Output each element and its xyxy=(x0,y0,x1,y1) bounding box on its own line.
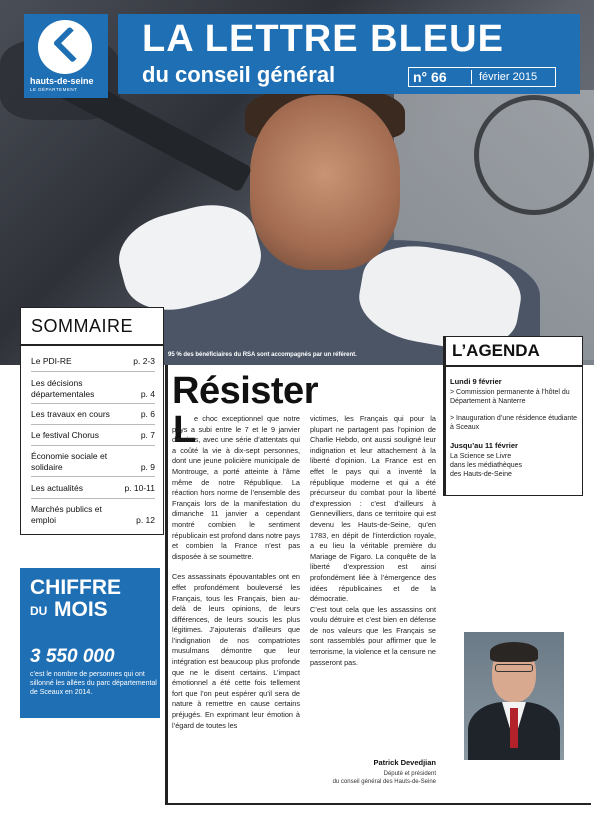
toc-item[interactable] xyxy=(31,451,155,473)
toc-item-page: p. 9 xyxy=(140,462,155,472)
article-rule xyxy=(165,365,168,805)
toc-item[interactable] xyxy=(31,378,155,400)
mechanic-face xyxy=(250,95,400,270)
toc-item-label: Marchés publics et emploi xyxy=(31,504,102,525)
toc-item-label: Le PDI-RE xyxy=(31,356,72,366)
logo-subtitle: LE DÉPARTEMENT xyxy=(30,87,78,92)
issue-number: n° 66 xyxy=(413,69,447,85)
toc-item[interactable] xyxy=(31,409,155,420)
agenda-title: L’AGENDA xyxy=(452,341,540,360)
toc-title: SOMMAIRE xyxy=(31,316,134,336)
toc-divider xyxy=(31,371,155,372)
figure-value: 3 550 000 xyxy=(30,646,115,667)
editorial-title: Résister xyxy=(172,370,318,412)
figure-of-the-month xyxy=(20,568,160,718)
toc-item[interactable] xyxy=(31,356,155,367)
toc-item-page: p. 7 xyxy=(140,430,155,440)
toc-item-page: p. 10-11 xyxy=(124,483,155,493)
editorial-paragraph: Ces assassinats épouvantables ont en effet profondément bouleversé les Français, tous les Français, bien au-delà de leurs opinions, de leurs différences, de leurs soucis les plus légitimes. J’ajouterais d’ailleurs que l’indignation de nos compatriotes musulmans démontre que leur intégration est beaucoup plus profonde que ne le disent certains. L’impact émotionnel a été cette fois tellement fort que l’on peut espérer qu’il sera de nature à remettre en cause certains préjugés. En exprimant leur émotion à l’égard de toutes les xyxy=(172,572,300,730)
figure-title-du: DU xyxy=(30,604,48,618)
toc-item-label: Les décisions départementales xyxy=(31,378,95,399)
agenda-date: Jusqu’au 11 février xyxy=(450,441,518,450)
toc-item-page: p. 4 xyxy=(140,389,155,399)
toc-rule xyxy=(21,344,163,346)
newsletter-title: LA LETTRE BLEUE xyxy=(142,18,504,60)
chevron-left-icon xyxy=(53,26,90,63)
masthead xyxy=(118,14,580,94)
glasses-icon xyxy=(495,664,533,672)
editorial-paragraph: C’est tout cela que les assassins ont voulu détruire et c’est bien en défense de nos valeurs que les Français se sont rassemblés pour affirmer que le terrorisme, la violence et la censure ne passeront pas. xyxy=(310,604,436,667)
agenda-rule xyxy=(446,365,583,367)
toc-item-page: p. 6 xyxy=(140,409,155,419)
author-name: Patrick Devedjian xyxy=(373,758,436,767)
agenda-box xyxy=(443,336,583,496)
editorial-paragraph: victimes, les Français qui pour la plupart ne partagent pas l’opinion de Charlie Hebdo, ont aussi souligné leur indignation et leur attachement à la liberté d’opinion. La France est en effet le pays qui a inventé la république moderne et qui a été précurseur du combat pour la liberté d’expression : c’est d’ailleurs à Gennevilliers, dans ce territoire qui est devenu les Hauts-de-Seine, qu’en 1783, en dépit de l’interdiction royale, a eu lieu la véritable première du Mariage de Figaro. La conquête de la liberté d’expression est ainsi profondément liée à l’émergence des idées républicaines et de la démocratie. xyxy=(310,414,436,604)
newsletter-subtitle: du conseil général xyxy=(142,62,336,87)
bottom-rule xyxy=(165,803,591,805)
agenda-event-line[interactable]: des Hauts-de-Seine xyxy=(450,471,512,478)
editorial-column-1 xyxy=(172,409,300,731)
photo-caption: 95 % des bénéficiaires du RSA sont accompagnés par un référent. xyxy=(168,352,357,358)
toc-divider xyxy=(31,498,155,499)
agenda-event[interactable]: > Commission permanente à l’hôtel du Département à Nanterre xyxy=(450,389,570,405)
toc-item-page: p. 12 xyxy=(136,515,155,525)
author-role-line: du conseil général des Hauts-de-Seine xyxy=(332,779,436,785)
department-logo[interactable] xyxy=(24,14,108,98)
figure-title: CHIFFRE xyxy=(30,576,121,599)
author-role-line: Député et président xyxy=(383,771,436,777)
toc-item-page: p. 2-3 xyxy=(133,356,155,366)
agenda-event-line[interactable]: dans les médiathèques xyxy=(450,462,522,469)
agenda-date: Lundi 9 février xyxy=(450,377,502,386)
toc-item[interactable] xyxy=(31,430,155,441)
table-of-contents xyxy=(20,307,164,535)
drop-cap: L xyxy=(173,409,197,451)
toc-item-label: Le festival Chorus xyxy=(31,430,100,440)
issue-box xyxy=(408,67,556,87)
logo-emblem xyxy=(38,20,92,74)
toc-item-label: Les travaux en cours xyxy=(31,409,110,419)
author-portrait xyxy=(464,632,564,760)
issue-divider xyxy=(471,70,472,84)
toc-divider xyxy=(31,476,155,477)
agenda-event-line[interactable]: La Science se Livre xyxy=(450,453,512,460)
bicycle-wheel-icon xyxy=(474,95,594,215)
logo-name: hauts-de-seine xyxy=(30,76,94,86)
toc-item-label: Économie sociale et solidaire xyxy=(31,451,108,472)
toc-divider xyxy=(31,403,155,404)
portrait-tie xyxy=(510,708,518,748)
toc-divider xyxy=(31,445,155,446)
agenda-event[interactable]: > Inauguration d’une résidence étudiante à Sceaux xyxy=(450,415,578,431)
toc-item-label: Les actualités xyxy=(31,483,83,493)
portrait-hair xyxy=(490,642,538,662)
figure-description: c’est le nombre de personnes qui ont sillonné les allées du parc départemental de Sceaux en 2014. xyxy=(30,671,157,696)
toc-divider xyxy=(31,424,155,425)
figure-title-mois: MOIS xyxy=(54,598,108,621)
issue-date: février 2015 xyxy=(479,71,538,83)
editorial-paragraph: e choc exceptionnel que notre pays a subi entre le 7 et le 9 janvier derniers, avec une série d’attentats qui a coûté la vie à dix-sept personnes, dont une jeune policière municipale de Montrouge, a porté atteinte à l’âme même de notre République. La réaction hors norme de l’ensemble des Français lors de la manifestation du dimanche 11 janvier a cependant montré combien le sentiment républicain est profond dans notre pays et combien la France n’est pas disposée à se soumettre. xyxy=(172,414,300,561)
author-role xyxy=(300,770,436,786)
toc-item[interactable] xyxy=(31,483,155,494)
toc-item[interactable] xyxy=(31,504,155,526)
editorial-column-2 xyxy=(310,414,436,668)
